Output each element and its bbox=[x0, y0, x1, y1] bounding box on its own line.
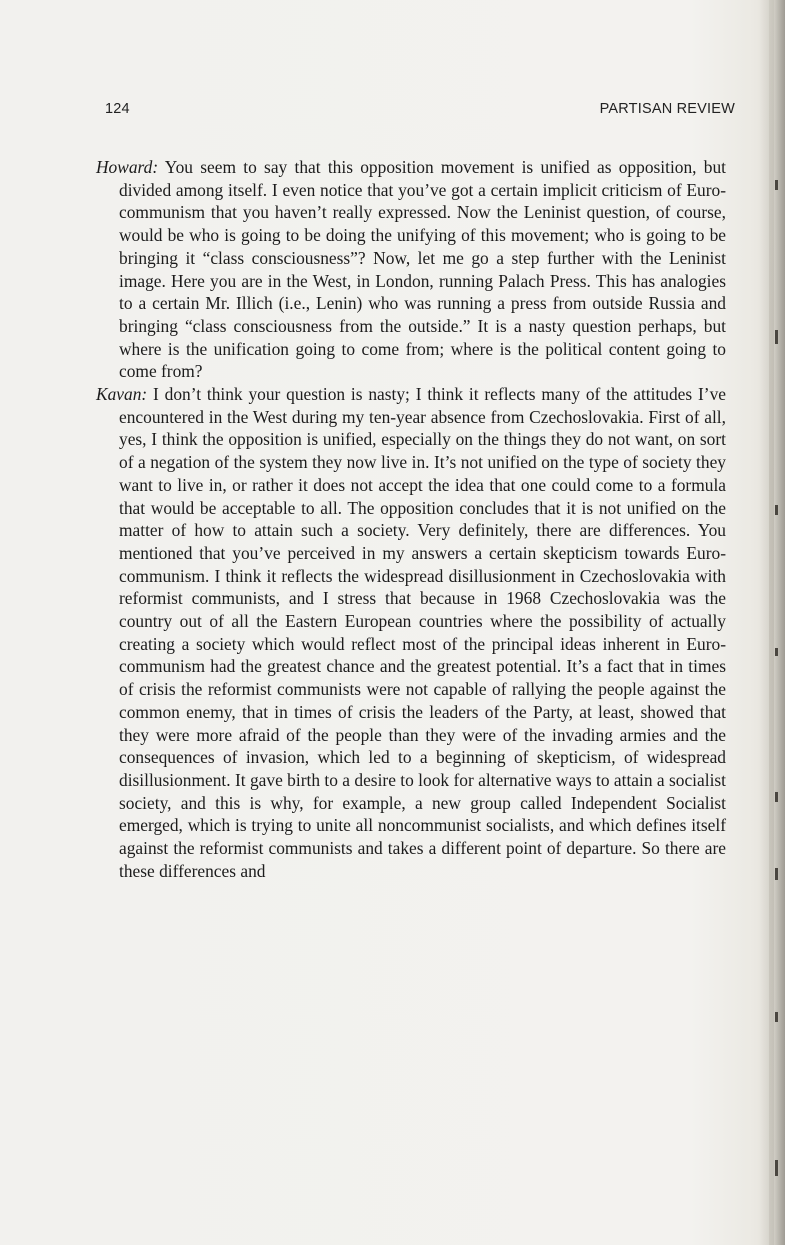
edge-mark bbox=[775, 505, 778, 515]
interview-text bbox=[96, 156, 726, 883]
dialogue-text: You seem to say that this opposition movement is unified as opposition, but divided among itself. I even notice that you’ve got a certain implicit criticism of Euro-communism that you haven’t really expressed. Now the Leninist question, of course, would be who is going to be doing the unifying of this movement; who is going to be bringing it “class consciousness”? Now, let me go a step further with the Leninist image. Here you are in the West, in London, running Palach Press. This has analogies to a certain Mr. Illich (i.e., Lenin) who was running a press from outside Russia and bringing “class consciousness from the outside.” It is a nasty question perhaps, but where is the unification going to come from; where is the political content going to come from? bbox=[119, 157, 727, 382]
edge-mark bbox=[775, 180, 778, 190]
edge-mark bbox=[775, 792, 778, 802]
page-header bbox=[105, 101, 735, 123]
edge-mark bbox=[775, 330, 778, 344]
edge-mark bbox=[775, 648, 778, 656]
page-number: 124 bbox=[105, 101, 130, 117]
edge-mark bbox=[775, 1160, 778, 1176]
edge-mark bbox=[775, 1012, 778, 1022]
speaker-name: Howard: bbox=[96, 157, 159, 177]
running-head: PARTISAN REVIEW bbox=[599, 101, 735, 117]
dialogue-entry-kavan bbox=[96, 383, 726, 882]
dialogue-text: I don’t think your question is nasty; I think it reflects many of the attitudes I’ve encountered in the West during my ten-year absence from Czechoslovakia. First of all, yes, I think the opposition is unified, especially on the things they do not want, on sort of a negation of the system they now live in. It’s not unified on the type of society they want to live in, or rather it does not accept the idea that one could come to a formula that would be acceptable to all. The opposition concludes that it is not unified on the matter of how to attain such a society. Very definitely, there are differences. You mentioned that you’ve perceived in my answers a certain skepticism towards Euro-communism. I think it reflects the widespread disillusionment in Czechoslovakia with reformist communists, and I stress that because in 1968 Czechoslovakia was the country out of all the Eastern European countries where the possibility of actually creating a society which would reflect most of the principal ideas inherent in Euro-communism had the greatest chance and the greatest potential. It’s a fact that in times of crisis the reformist communists were not capable of rallying the people against the common enemy, that in times of crisis the leaders of the Party, at least, showed that they were more afraid of the people than they were of the invading armies and the consequences of invasion, which led to a beginning of skepticism, of widespread disillusionment. It gave birth to a desire to look for alternative ways to attain a socialist society, and this is why, for example, a new group called Independent Socialist emerged, which is trying to unite all noncommunist socialists, and which defines itself against the reformist communists and takes a different point of departure. So there are these differences and bbox=[119, 384, 726, 881]
binding-shadow bbox=[759, 0, 785, 1245]
speaker-name: Kavan: bbox=[96, 384, 148, 405]
edge-mark bbox=[775, 868, 778, 880]
dialogue-entry-howard bbox=[96, 156, 726, 383]
